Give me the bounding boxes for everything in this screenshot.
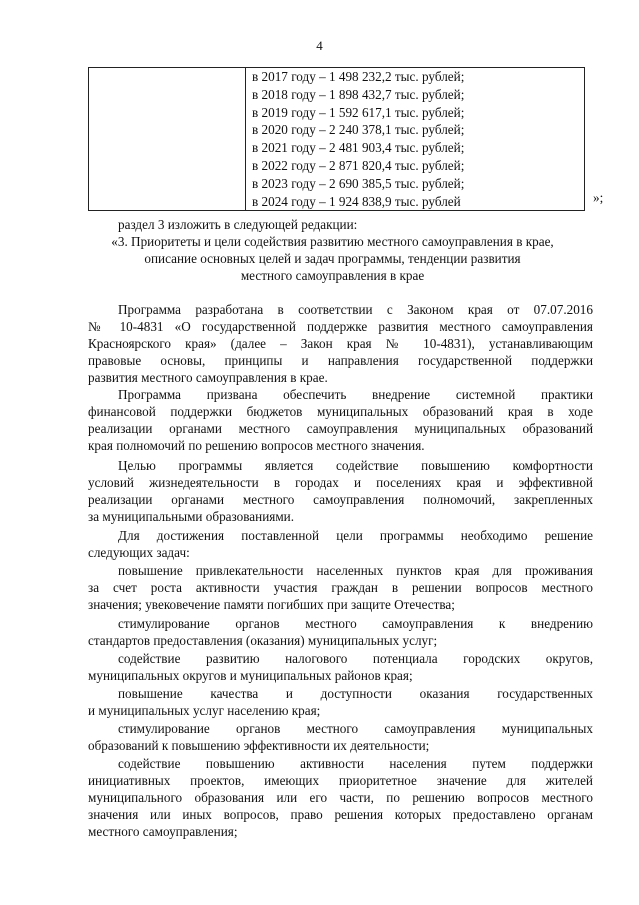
paragraph-line: и муниципальных услуг населению края; bbox=[88, 703, 321, 718]
paragraph-line: за муниципальными образованиями. bbox=[88, 509, 295, 524]
table-left-cell bbox=[89, 68, 246, 211]
funding-line-2021: в 2021 году – 2 481 903,4 тыс. рублей; bbox=[252, 140, 465, 156]
paragraph-line: Программа разработана в соответствии с Законом края от 07.07.2016 bbox=[118, 302, 593, 317]
paragraph-line: Красноярского края» (далее – Закон края № 10-4831), устанавливающим bbox=[88, 336, 593, 351]
paragraph-line: образований к повышению эффективности их деятельности; bbox=[88, 738, 430, 753]
paragraph-line: стимулирование органов местного самоуправления к внедрению bbox=[118, 616, 593, 631]
paragraph-line: стимулирование органов местного самоуправления муниципальных bbox=[118, 721, 593, 736]
task-item bbox=[88, 562, 593, 613]
funding-line-2020: в 2020 году – 2 240 378,1 тыс. рублей; bbox=[252, 122, 465, 138]
paragraph-line: Целью программы является содействие повышению комфортности bbox=[118, 458, 593, 473]
funding-line-2018: в 2018 году – 1 898 432,7 тыс. рублей; bbox=[252, 86, 465, 102]
paragraph-line: финансовой поддержки бюджетов муниципальных образований края в ходе bbox=[88, 404, 593, 419]
task-item bbox=[88, 755, 593, 840]
paragraph-line: местного самоуправления; bbox=[88, 824, 238, 839]
paragraph-line: развития местного самоуправления в крае. bbox=[88, 370, 328, 385]
paragraph-goal bbox=[88, 457, 593, 525]
paragraph-line: муниципального образования или его части, по решению вопросов местного bbox=[88, 790, 593, 805]
paragraph-line: условий жизнедеятельности в городах и поселениях края и эффективной bbox=[88, 475, 593, 490]
section-title-line: местного самоуправления в крае bbox=[240, 268, 425, 283]
paragraph-line: за счет роста активности участия граждан в решении вопросов местного bbox=[88, 580, 593, 595]
paragraph-line: повышение привлекательности населенных пунктов края для проживания bbox=[118, 563, 593, 578]
task-item bbox=[88, 720, 593, 754]
table-row bbox=[89, 68, 585, 211]
table-right-cell bbox=[246, 68, 585, 211]
paragraph-law-basis bbox=[88, 301, 593, 386]
funding-line-2017: в 2017 году – 1 498 232,2 тыс. рублей; bbox=[252, 69, 465, 84]
paragraph-line: Для достижения поставленной цели программы необходимо решение bbox=[118, 528, 593, 543]
paragraph-line: повышение качества и доступности оказания государственных bbox=[118, 686, 593, 701]
paragraph-line: № 10-4831 «О государственной поддержке развития местного самоуправления bbox=[88, 319, 593, 334]
paragraph-line: инициативных проектов, имеющих приоритетное значение для жителей bbox=[88, 773, 593, 788]
funding-table bbox=[88, 67, 585, 211]
funding-line-2022: в 2022 году – 2 871 820,4 тыс. рублей; bbox=[252, 157, 465, 173]
paragraph-purpose bbox=[88, 386, 593, 454]
paragraph-line: Программа призвана обеспечить внедрение системной практики bbox=[118, 387, 593, 402]
task-item bbox=[88, 615, 593, 649]
task-item bbox=[88, 685, 593, 719]
page-number: 4 bbox=[316, 38, 323, 53]
paragraph-line: правовые основы, принципы и направления государственной поддержки bbox=[88, 353, 593, 368]
section-title-line: «3. Приоритеты и цели содействия развитию местного самоуправления в крае, bbox=[111, 234, 554, 249]
paragraph-line: муниципальных округов и муниципальных районов края; bbox=[88, 668, 413, 683]
funding-line-2019: в 2019 году – 1 592 617,1 тыс. рублей; bbox=[252, 104, 465, 120]
paragraph-line: края полномочий по решению вопросов местного значения. bbox=[88, 438, 425, 453]
closing-quote: »; bbox=[593, 190, 604, 205]
paragraph-line: содействие повышению активности населения путем поддержки bbox=[118, 756, 593, 771]
paragraph-line: следующих задач: bbox=[88, 545, 190, 560]
paragraph-line: стандартов предоставления (оказания) муниципальных услуг; bbox=[88, 633, 438, 648]
paragraph-line: реализации органами местного самоуправления муниципальных образований bbox=[88, 421, 593, 436]
funding-line-2023: в 2023 году – 2 690 385,5 тыс. рублей; bbox=[252, 175, 465, 191]
section-title bbox=[40, 233, 625, 284]
paragraph-tasks-intro bbox=[88, 527, 593, 561]
paragraph-line: значения; увековечение памяти погибших при защите Отечества; bbox=[88, 597, 455, 612]
paragraph-line: значения или иных вопросов, право решения которых предоставлено органам bbox=[88, 807, 593, 822]
paragraph-line: реализации органами местного самоуправления полномочий, закрепленных bbox=[88, 492, 593, 507]
section-title-line: описание основных целей и задач программы, тенденции развития bbox=[144, 251, 521, 266]
paragraph-line: содействие развитию налогового потенциала городских округов, bbox=[118, 651, 593, 666]
task-item bbox=[88, 650, 593, 684]
section-intro: раздел 3 изложить в следующей редакции: bbox=[118, 217, 358, 232]
funding-line-2024: в 2024 году – 1 924 838,9 тыс. рублей bbox=[252, 193, 461, 209]
